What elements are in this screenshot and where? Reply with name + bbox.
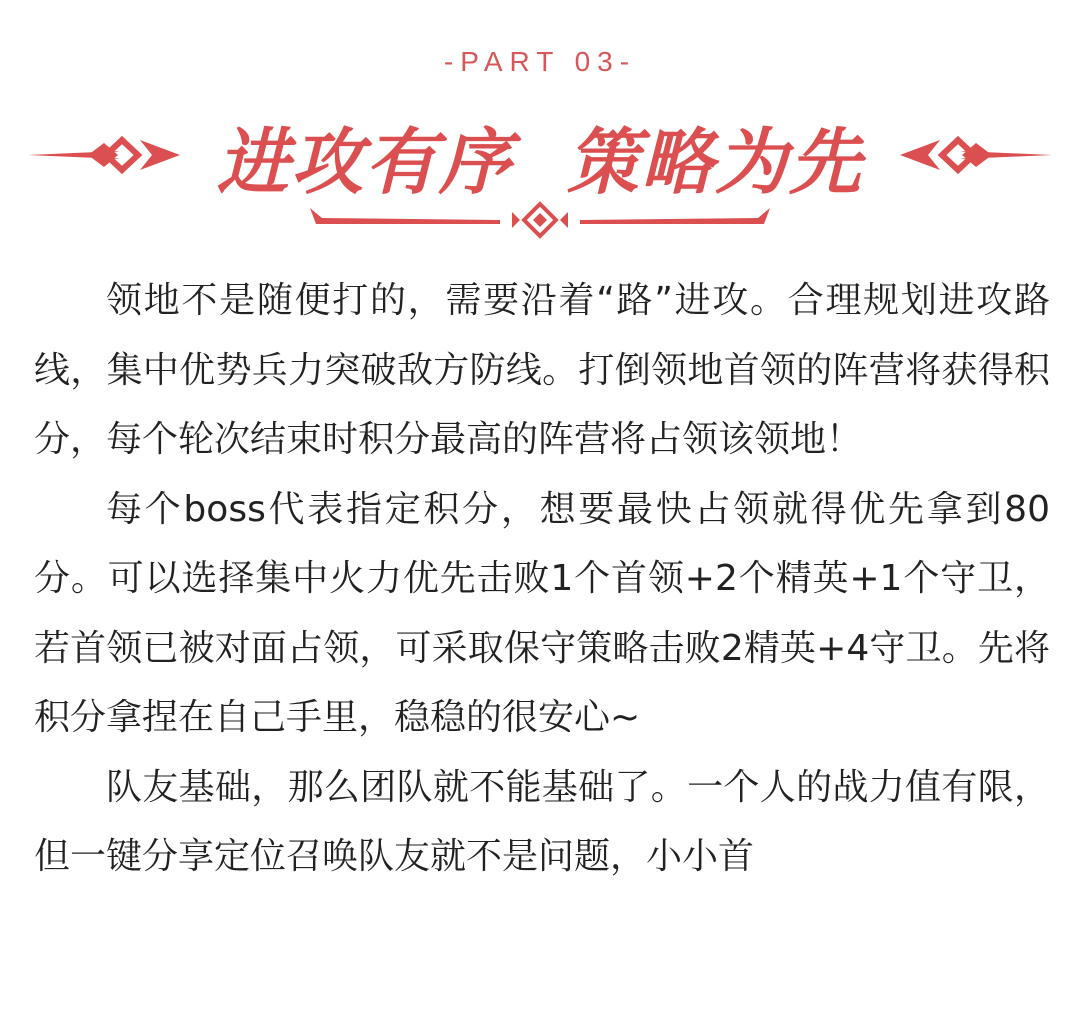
article-body	[34, 266, 1050, 892]
part-label: -PART 03-	[443, 46, 637, 77]
paragraph: 每个boss代表指定积分，想要最快占领就得优先拿到80分。可以选择集中火力优先击败1个首领+2个精英+1个守卫，若首领已被对面占领，可采取保守策略击败2精英+4守卫。先将积分拿捏在自己手里，稳稳的很安心~	[34, 488, 1050, 738]
paragraph: 队友基础，那么团队就不能基础了。一个人的战力值有限，但一键分享定位召唤队友就不是问题，小小首	[34, 766, 1050, 877]
section-title: 进攻有序 策略为先	[216, 120, 864, 204]
bottom-ornament-icon	[310, 204, 770, 236]
section-title-banner	[0, 100, 1080, 250]
paragraph: 领地不是随便打的，需要沿着“路”进攻。合理规划进攻路线，集中优势兵力突破敌方防线。打倒领地首领的阵营将获得积分，每个轮次结束时积分最高的阵营将占领该领地！	[34, 280, 1050, 460]
